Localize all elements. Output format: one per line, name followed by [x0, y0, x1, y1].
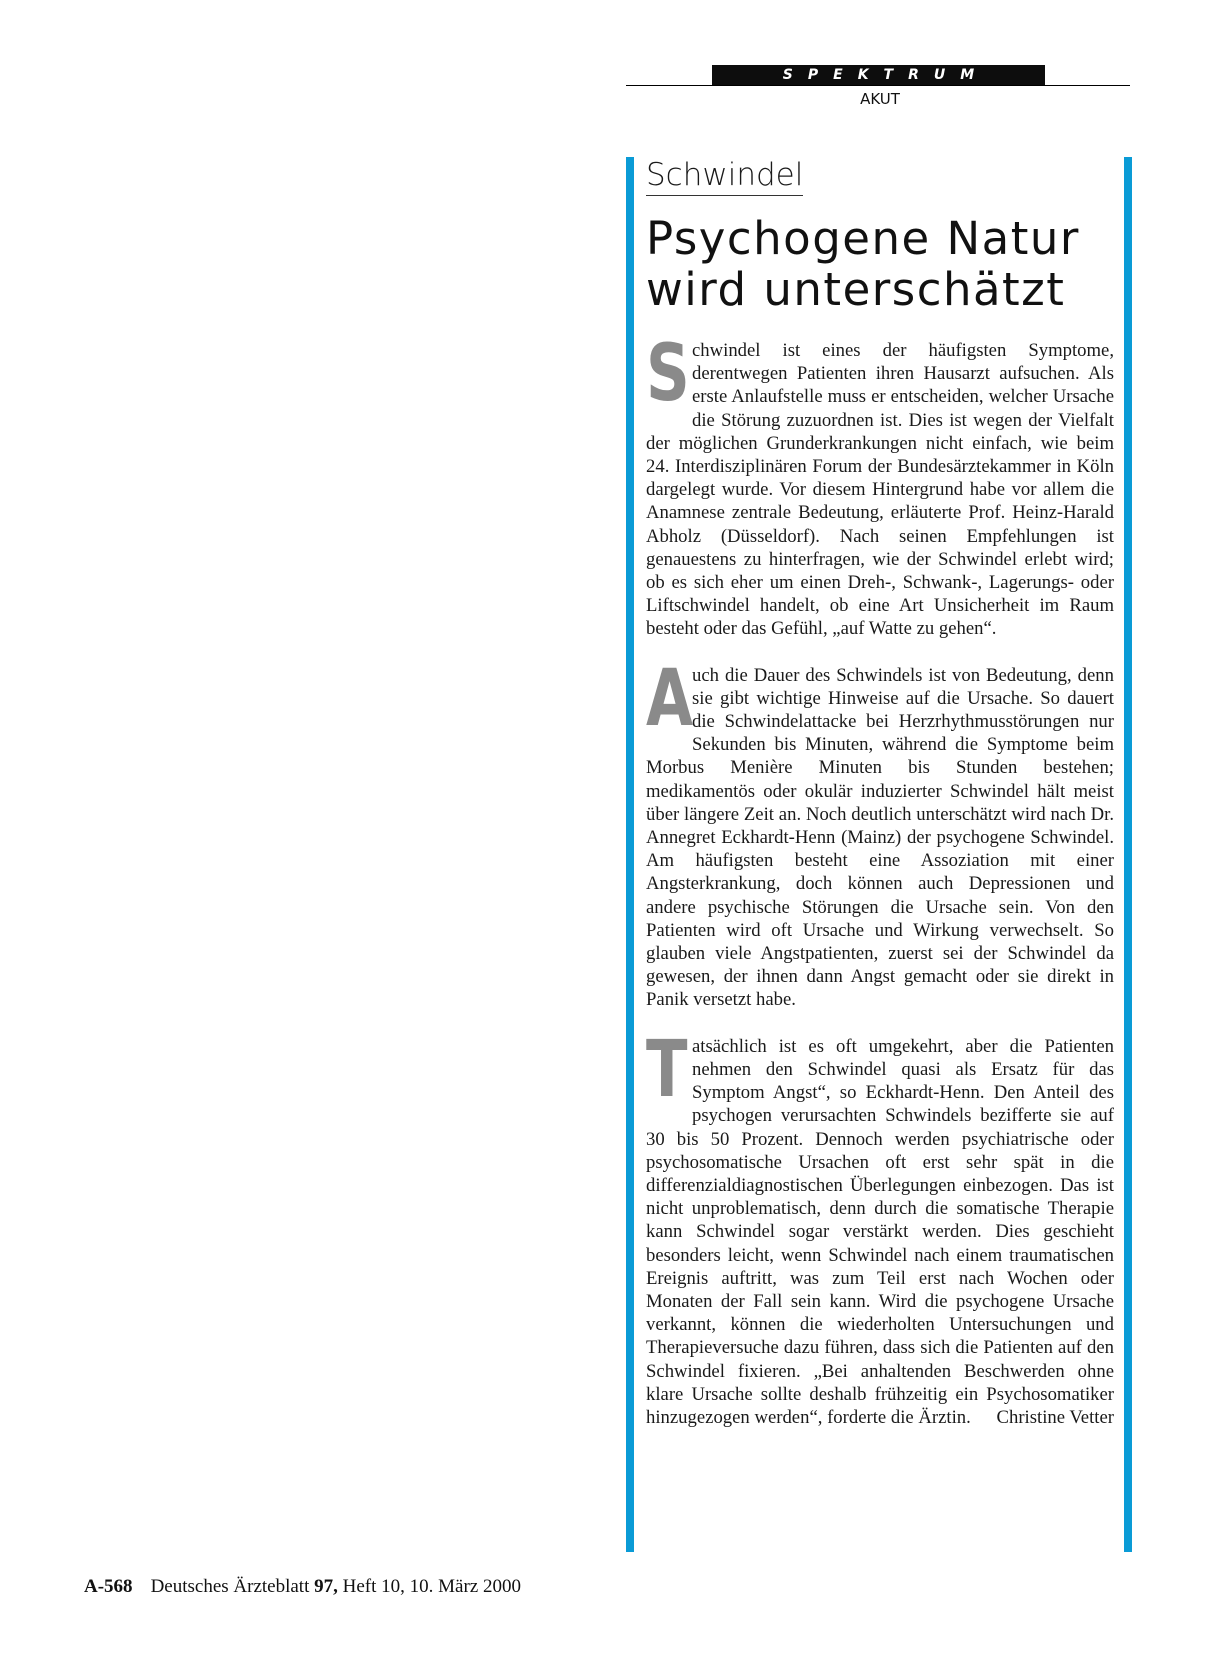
article-headline: Psychogene Natur wird unterschätzt [646, 212, 1080, 316]
paragraph-1-text: chwindel ist eines der häufigsten Symptome, derentwegen Patienten ihren Hausarzt aufsuchen. Als erste Anlaufstelle muss er entscheiden, welcher Ursache die Störung zuzuordnen ist. Dies ist wegen der Vielfalt der möglichen Grunderkrankungen nicht einfach, wie beim 24. Interdisziplinären Forum der Bundesärztekammer in Köln dargelegt wurde. Vor diesem Hintergrund habe vor allem die Anamnese zentrale Bedeutung, erläuterte Prof. Heinz-Harald Abholz (Düsseldorf). Nach seinen Empfehlungen ist genauestens zu hinterfragen, wie der Schwindel erlebt wird; ob es sich eher um einen Dreh-, Schwank-, Lagerungs- oder Liftschwindel handelt, ob eine Art Unsicherheit im Raum besteht oder das Gefühl, „auf Watte zu gehen“. [646, 340, 1114, 640]
header-rule [626, 85, 1130, 86]
page-number: A-568 [84, 1576, 133, 1597]
accent-bar-left [626, 157, 634, 1552]
section-label: SPEKTRUM [712, 65, 1045, 86]
journal-name: Deutsches Ärzteblatt [150, 1576, 310, 1597]
accent-bar-right [1124, 157, 1132, 1552]
paragraph-3 [646, 1024, 1114, 1429]
paragraph-1 [646, 329, 1114, 641]
dropcap-1: S [646, 329, 690, 419]
paragraph-3-text: atsächlich ist es oft umgekehrt, aber die Patienten nehmen den Schwindel quasi als Ersatz für das Symptom Angst“, so Eckhardt-Henn. Den Anteil des psychogen verursachten Schwindels bezifferte sie auf 30 bis 50 Prozent. Dennoch werden psychiatrische oder psychosomatische Ursachen oft erst sehr spät in die differenzialdiagnostischen Überlegungen einbezogen. Das ist nicht unproblematisch, denn durch die somatische Therapie kann Schwindel sogar verstärkt werden. Dies geschieht besonders leicht, wenn Schwindel nach einem traumatischen Ereignis auftritt, was zum Teil erst nach Wochen oder Monaten der Fall sein kann. Wird die psychogene Ursache verkannt, können die wiederholten Untersuchungen und Therapieversuche dazu führen, dass sich die Patienten auf den Schwindel fixieren. „Bei anhaltenden Beschwerden ohne klare Ursache sollte deshalb frühzeitig ein Psychosomatiker hinzugezogen werden“, forderte die Ärztin. [646, 1035, 1114, 1428]
article-body [646, 329, 1114, 1429]
page-footer [84, 1576, 521, 1598]
article-author: Christine Vetter [996, 1406, 1114, 1428]
paragraph-2 [646, 653, 1114, 1012]
article [626, 157, 1132, 1552]
article-kicker: Schwindel [646, 157, 803, 196]
paragraph-2-text: uch die Dauer des Schwindels ist von Bedeutung, denn sie gibt wichtige Hinweise auf die Ursache. So dauert die Schwindelattacke bei Herzrhythmusstörungen nur Sekunden bis Minuten, während die Symptome beim Morbus Menière Minuten bis Stunden bestehen; medikamentös oder okulär induzierter Schwindel hält meist über längere Zeit an. Noch deutlich unterschätzt wird nach Dr. Annegret Eckhardt-Henn (Mainz) der psychogene Schwindel. Am häufigsten besteht eine Assoziation mit einer Angsterkrankung, doch können auch Depressionen und andere psychische Störungen die Ursache sein. Von den Patienten wird oft Ursache und Wirkung verwechselt. So glauben viele Angstpatienten, zuerst sei der Schwindel da gewesen, der ihnen dann Angst gemacht oder sie direkt in Panik versetzt habe. [646, 664, 1114, 1011]
journal-issue: Heft 10, 10. März 2000 [342, 1576, 521, 1597]
journal-volume: 97, [314, 1576, 338, 1597]
dropcap-2: A [646, 653, 694, 744]
dropcap-3: T [646, 1024, 688, 1115]
subsection-label: AKUT [860, 90, 900, 108]
